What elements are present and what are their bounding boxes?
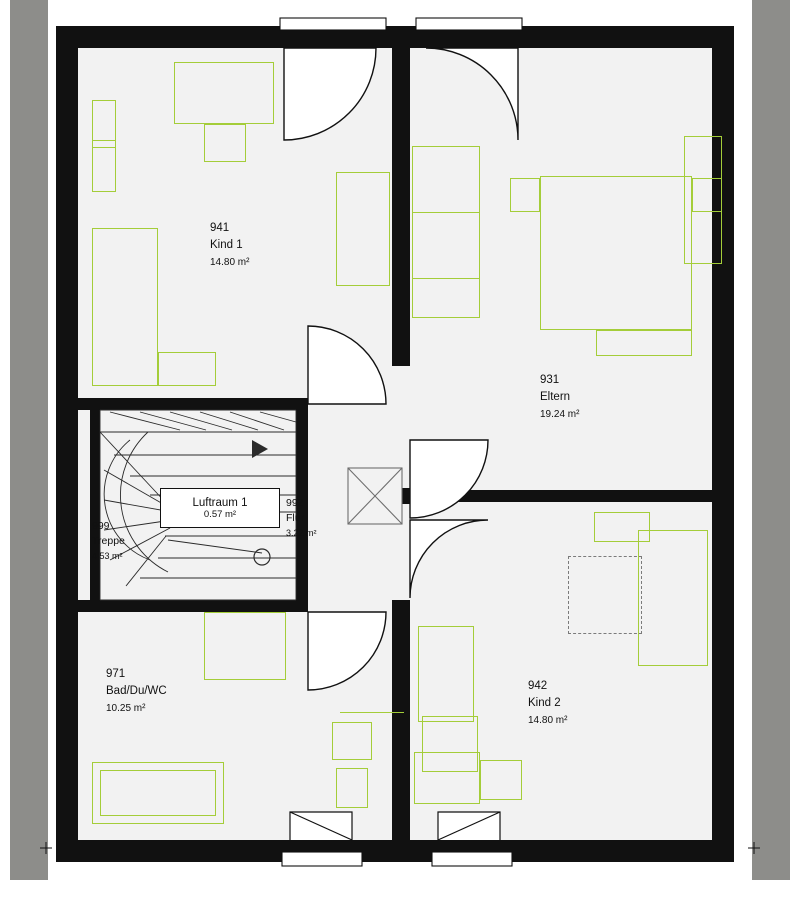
furniture-nightstand-eltern-left	[510, 178, 540, 212]
furniture-nightstand-kind1	[158, 352, 216, 386]
room-label-kind1	[210, 220, 249, 271]
void-area: 0.57 m²	[203, 508, 237, 520]
furniture-cabinet-kind2	[414, 752, 480, 804]
furniture-bathtub-inner-bad	[100, 770, 216, 816]
furniture-desk-kind2	[418, 626, 474, 722]
room-number: 941	[210, 222, 230, 234]
furniture-bed-eltern	[540, 176, 692, 330]
void-name: Luftraum 1	[192, 496, 248, 509]
room-area: 14.80 m²	[528, 715, 568, 726]
room-number: 931	[540, 374, 560, 386]
furniture-bad-divider	[340, 712, 404, 713]
furniture-closet-right	[412, 146, 480, 318]
interior-wall-eltern-kind2	[410, 490, 716, 502]
furniture-closet-divider-2	[412, 278, 480, 279]
furniture-bed-kind1	[92, 228, 158, 386]
room-number: 942	[528, 680, 548, 692]
neighbour-wall-right	[752, 0, 790, 880]
room-label-flur	[286, 496, 317, 541]
room-label-treppe	[92, 519, 125, 564]
furniture-closet-divider-1	[412, 212, 480, 213]
interior-wall-flur-stub	[392, 488, 414, 504]
interior-wall-stair-bottom	[78, 600, 308, 612]
furniture-wardrobe-kind2	[480, 760, 522, 800]
furniture-bench-eltern	[596, 330, 692, 356]
interior-wall-left-stair	[90, 410, 100, 610]
room-name: Treppe	[92, 535, 125, 547]
room-label-eltern	[540, 372, 579, 423]
room-number: 999	[92, 520, 110, 532]
neighbour-wall-left	[10, 0, 48, 880]
party-wall-center-upper	[392, 26, 410, 366]
furniture-bed-kind2	[638, 530, 708, 666]
room-number: 971	[106, 668, 126, 680]
furniture-shelf-kind1	[92, 140, 116, 148]
furniture-chair-kind1	[204, 124, 246, 162]
room-area: 14.80 m²	[210, 257, 250, 268]
room-name: Flur	[286, 512, 305, 524]
room-label-kind2	[528, 678, 567, 729]
furniture-closet-left	[336, 172, 390, 286]
party-wall-center-lower	[392, 600, 410, 862]
furniture-shower-bad	[204, 612, 286, 680]
room-name: Eltern	[540, 391, 571, 403]
furniture-rug-kind2	[568, 556, 642, 634]
room-area: 19.24 m²	[540, 409, 580, 420]
room-label-bad	[106, 666, 167, 717]
furniture-washbasin-bad	[332, 722, 372, 760]
interior-wall-kind1-stair	[78, 398, 308, 410]
exterior-wall-left	[56, 26, 78, 862]
room-area: 10.25 m²	[106, 703, 146, 714]
room-area: 4.53 m²	[92, 551, 123, 561]
room-number: 992	[286, 497, 304, 509]
room-name: Bad/Du/WC	[106, 685, 167, 697]
furniture-toilet-bad	[336, 768, 368, 808]
room-name: Kind 2	[528, 697, 561, 709]
room-name: Kind 1	[210, 239, 243, 251]
furniture-desk-kind1	[174, 62, 274, 124]
furniture-wardrobe-eltern	[684, 136, 722, 264]
room-area: 3.22 m²	[286, 528, 317, 538]
furniture-shelf-kind2	[594, 512, 650, 542]
void-label-luftraum-1	[160, 488, 280, 528]
